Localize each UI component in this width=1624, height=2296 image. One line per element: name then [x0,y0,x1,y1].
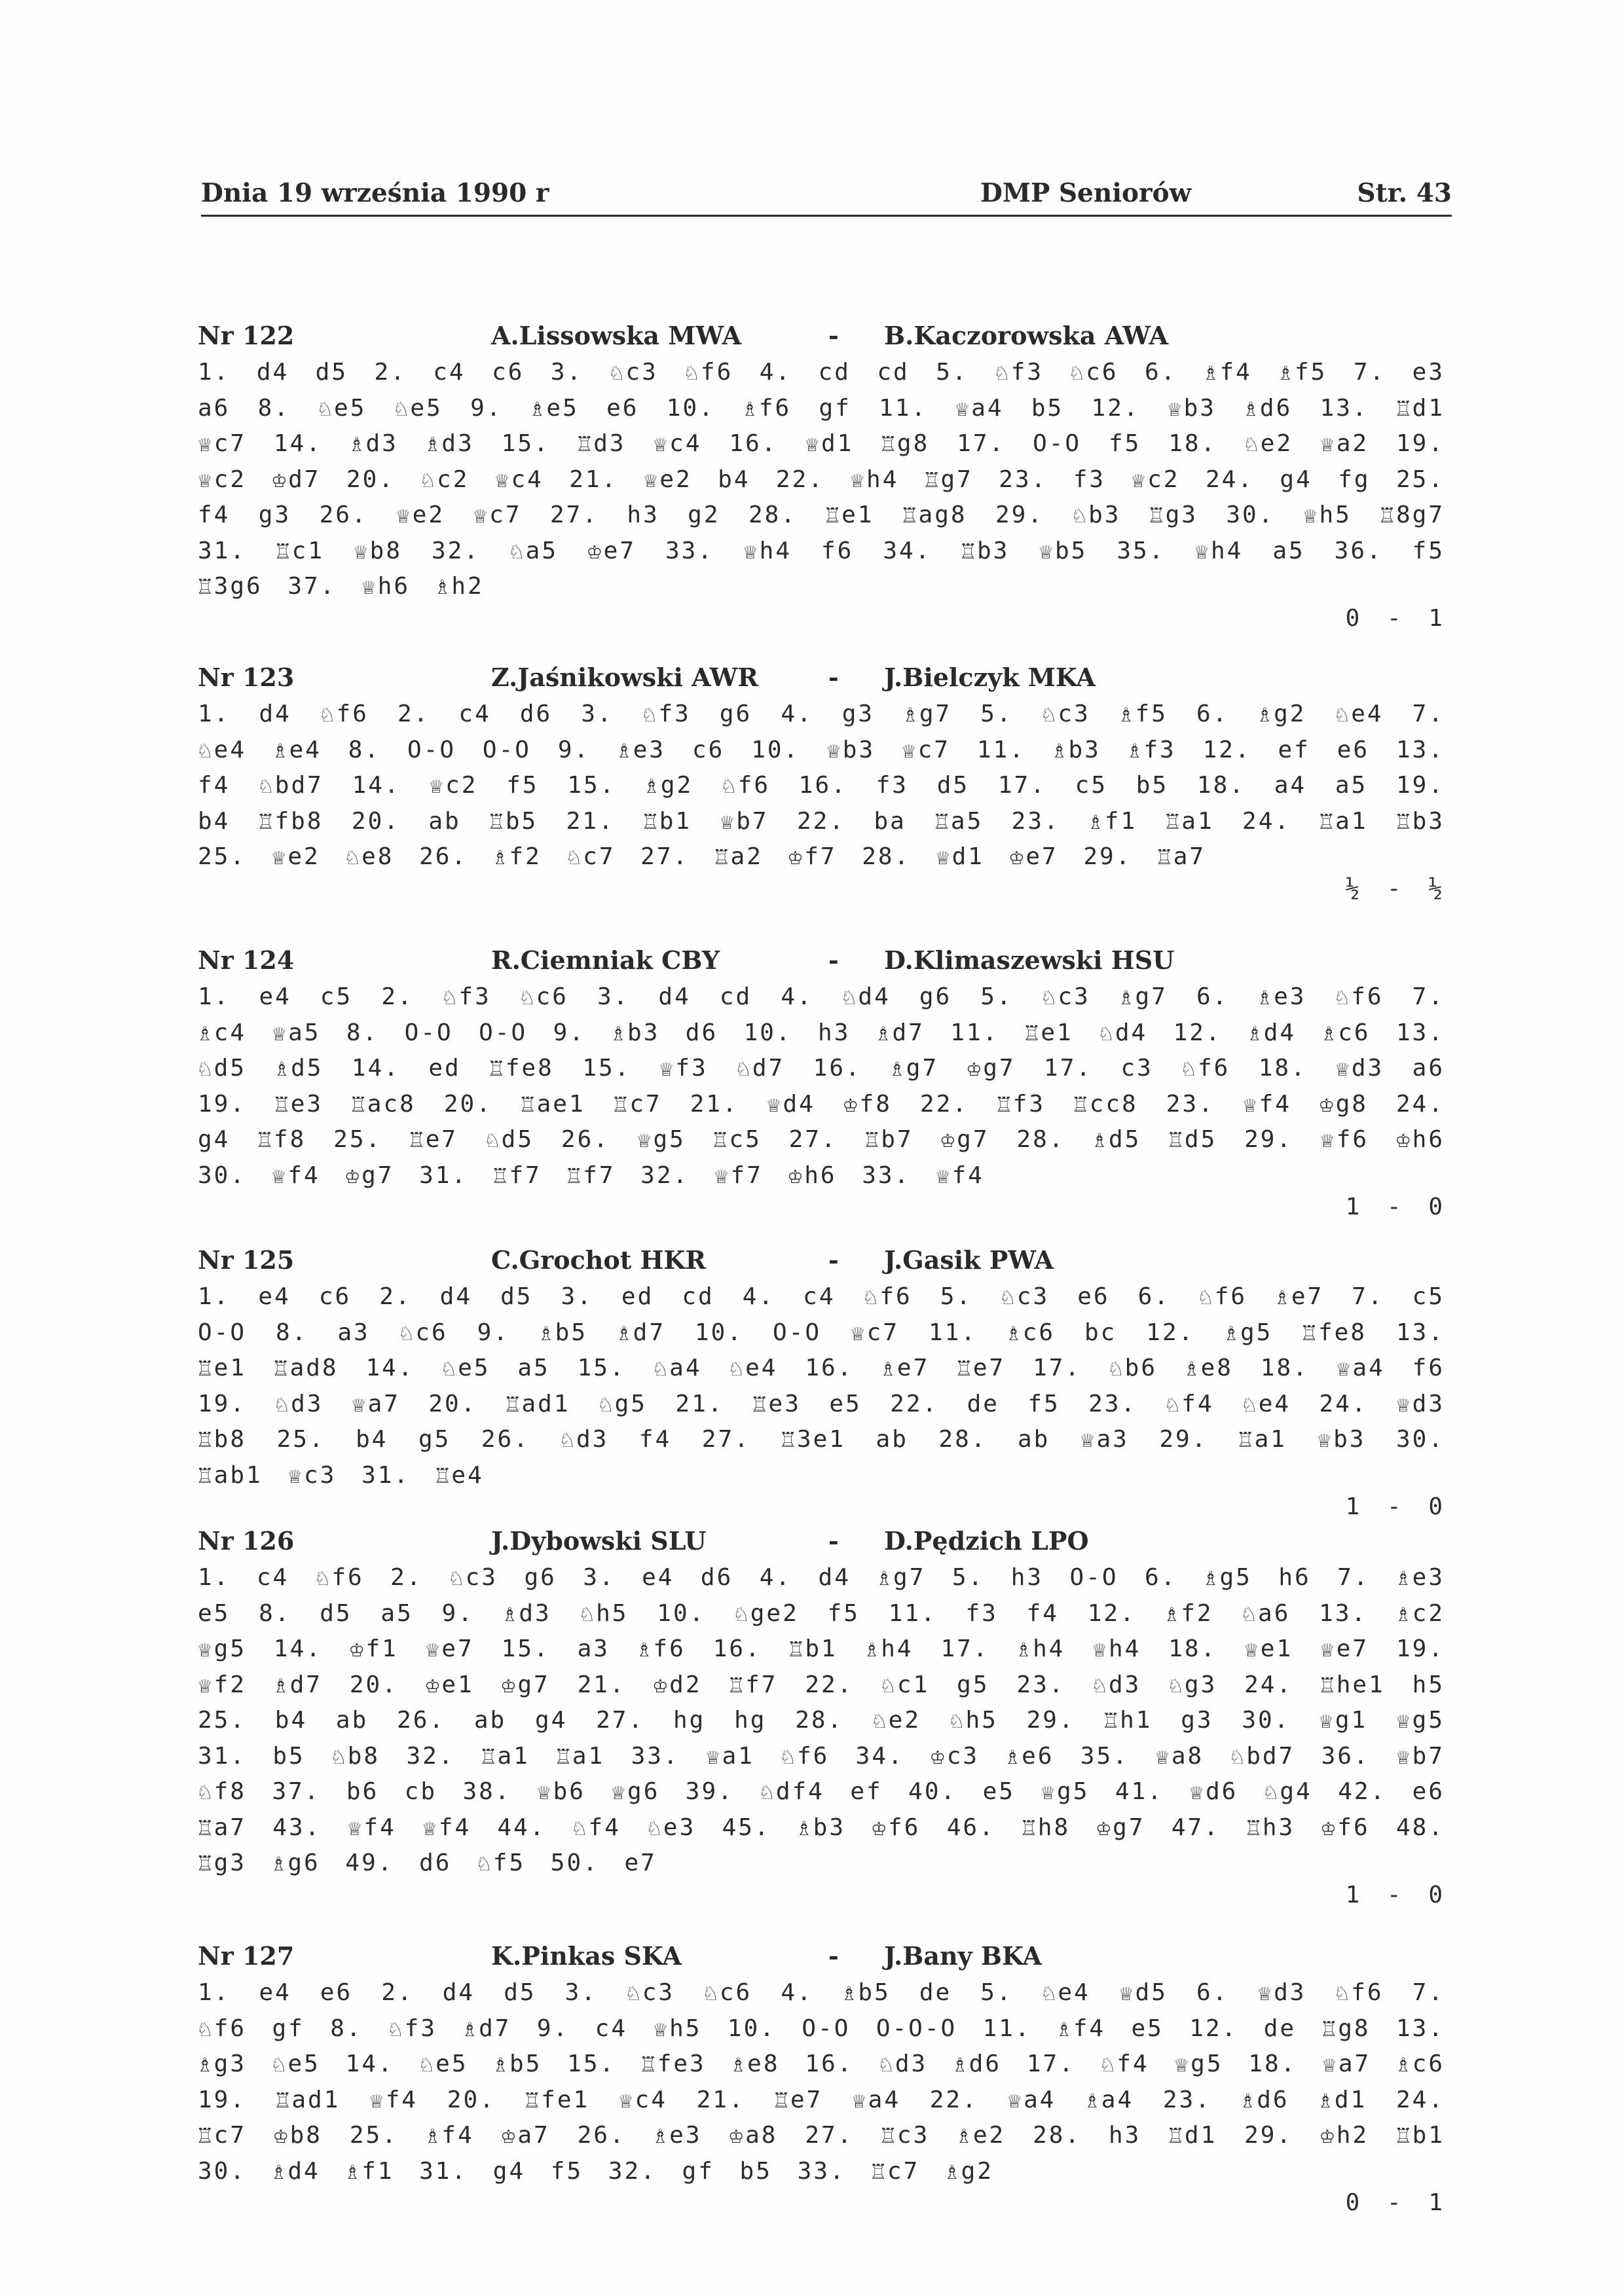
game-result: 1 - 0 [1345,1493,1445,1520]
game-number: Nr 126 [198,1526,295,1556]
game-number: Nr 122 [198,321,295,350]
game-number: Nr 125 [198,1245,295,1275]
players-separator: - [828,1941,839,1971]
white-player: A.Lissowska MWA [491,321,742,350]
game-heading [190,1245,1460,1279]
game-heading [190,1526,1460,1560]
game-number: Nr 127 [198,1941,295,1971]
game-result: 1 - 0 [1345,1881,1445,1908]
players-separator: - [828,945,839,975]
white-player: J.Dybowski SLU [491,1526,707,1556]
white-player: C.Grochot HKR [491,1245,707,1275]
game-moves: 1. e4 c5 2. ♘f3 ♘c6 3. d4 cd 4. ♘d4 g6 5. ♘c3 ♗g7 6. ♗e3 ♘f6 7. ♗c4 ♕a5 8. O-O O-O 9. ♗b3 d6 10. h3 ♗d7 11. ♖e1 ♘d4 12. ♗d4 ♗c6 13. ♘d5 ♗d5 14. ed ♖fe8 15. ♕f3 ♘d7 16. ♗g7 ♔g7 17. c3 ♘f6 18. ♕d3 a6 19. ♖e3 ♖ac8 20. ♖ae1 ♖c7 21. ♕d4 ♔f8 22. ♖f3 ♖cc8 23. ♕f4 ♔g8 24. g4 ♖f8 25. ♖e7 ♘d5 26. ♕g5 ♖c5 27. ♖b7 ♔g7 28. ♗d5 ♖d5 29. ♕f6 ♔h6 30. ♕f4 ♔g7 31. ♖f7 ♖f7 32. ♕f7 ♔h6 33. ♕f4 [198,983,1445,1189]
game-number: Nr 123 [198,663,295,692]
game-result: 1 - 0 [1345,1194,1445,1220]
game-record [190,945,1460,1220]
game-result: ½ - ½ [1345,875,1445,902]
game-number: Nr 124 [198,945,295,975]
game-result: 0 - 1 [1345,2189,1445,2216]
game-heading [190,1941,1460,1975]
black-player: D.Klimaszewski HSU [884,945,1175,975]
game-record [190,321,1460,632]
white-player: Z.Jaśnikowski AWR [491,663,758,692]
game-moves: 1. d4 d5 2. c4 c6 3. ♘c3 ♘f6 4. cd cd 5. ♘f3 ♘c6 6. ♗f4 ♗f5 7. e3 a6 8. ♘e5 ♘e5 9. ♗e5 e6 10. ♗f6 gf 11. ♕a4 b5 12. ♕b3 ♗d6 13. ♖d1 ♕c7 14. ♗d3 ♗d3 15. ♖d3 ♕c4 16. ♕d1 ♖g8 17. O-O f5 18. ♘e2 ♕a2 19. ♕c2 ♔d7 20. ♘c2 ♕c4 21. ♕e2 b4 22. ♕h4 ♖g7 23. f3 ♕c2 24. g4 fg 25. f4 g3 26. ♕e2 ♕c7 27. h3 g2 28. ♖e1 ♖ag8 29. ♘b3 ♖g3 30. ♕h5 ♖8g7 31. ♖c1 ♕b8 32. ♘a5 ♔e7 33. ♕h4 f6 34. ♖b3 ♕b5 35. ♕h4 a5 36. f5 ♖3g6 37. ♕h6 ♗h2 [198,359,1445,600]
black-player: B.Kaczorowska AWA [884,321,1169,350]
header-event: DMP Seniorów [980,178,1192,208]
game-record [190,1941,1460,2216]
game-heading [190,945,1460,979]
black-player: D.Pędzich LPO [884,1526,1089,1556]
game-record [190,663,1460,902]
game-moves: 1. e4 c6 2. d4 d5 3. ed cd 4. c4 ♘f6 5. ♘c3 e6 6. ♘f6 ♗e7 7. c5 O-O 8. a3 ♘c6 9. ♗b5 ♗d7 10. O-O ♕c7 11. ♗c6 bc 12. ♗g5 ♖fe8 13. ♖e1 ♖ad8 14. ♘e5 a5 15. ♘a4 ♘e4 16. ♗e7 ♖e7 17. ♘b6 ♗e8 18. ♕a4 f6 19. ♘d3 ♕a7 20. ♖ad1 ♘g5 21. ♖e3 e5 22. de f5 23. ♘f4 ♘e4 24. ♕d3 ♖b8 25. b4 g5 26. ♘d3 f4 27. ♖3e1 ab 28. ab ♕a3 29. ♖a1 ♕b3 30. ♖ab1 ♕c3 31. ♖e4 [198,1283,1445,1489]
black-player: J.Gasik PWA [884,1245,1054,1275]
header-page-number: Str. 43 [1357,178,1452,208]
game-record [190,1526,1460,1908]
white-player: R.Ciemniak CBY [491,945,720,975]
game-moves: 1. d4 ♘f6 2. c4 d6 3. ♘f3 g6 4. g3 ♗g7 5. ♘c3 ♗f5 6. ♗g2 ♘e4 7. ♘e4 ♗e4 8. O-O O-O 9. ♗e3 c6 10. ♕b3 ♕c7 11. ♗b3 ♗f3 12. ef e6 13. f4 ♘bd7 14. ♕c2 f5 15. ♗g2 ♘f6 16. f3 d5 17. c5 b5 18. a4 a5 19. b4 ♖fb8 20. ab ♖b5 21. ♖b1 ♕b7 22. ba ♖a5 23. ♗f1 ♖a1 24. ♖a1 ♖b3 25. ♕e2 ♘e8 26. ♗f2 ♘c7 27. ♖a2 ♔f7 28. ♕d1 ♔e7 29. ♖a7 [198,701,1445,870]
header-date: Dnia 19 września 1990 r [201,178,549,208]
players-separator: - [828,321,839,350]
page-header [201,178,1452,217]
game-heading [190,321,1460,355]
black-player: J.Bielczyk MKA [884,663,1096,692]
game-record [190,1245,1460,1520]
players-separator: - [828,1245,839,1275]
black-player: J.Bany BKA [884,1941,1043,1971]
game-heading [190,663,1460,697]
game-moves: 1. c4 ♘f6 2. ♘c3 g6 3. e4 d6 4. d4 ♗g7 5. h3 O-O 6. ♗g5 h6 7. ♗e3 e5 8. d5 a5 9. ♗d3 ♘h5 10. ♘ge2 f5 11. f3 f4 12. ♗f2 ♘a6 13. ♗c2 ♕g5 14. ♔f1 ♕e7 15. a3 ♗f6 16. ♖b1 ♗h4 17. ♗h4 ♕h4 18. ♕e1 ♕e7 19. ♕f2 ♗d7 20. ♔e1 ♔g7 21. ♔d2 ♖f7 22. ♘c1 g5 23. ♘d3 ♘g3 24. ♖he1 h5 25. b4 ab 26. ab g4 27. hg hg 28. ♘e2 ♘h5 29. ♖h1 g3 30. ♕g1 ♕g5 31. b5 ♘b8 32. ♖a1 ♖a1 33. ♕a1 ♘f6 34. ♔c3 ♗e6 35. ♕a8 ♘bd7 36. ♕b7 ♘f8 37. b6 cb 38. ♕b6 ♕g6 39. ♘df4 ef 40. e5 ♕g5 41. ♕d6 ♘g4 42. e6 ♖a7 43. ♕f4 ♕f4 44. ♘f4 ♘e3 45. ♗b3 ♔f6 46. ♖h8 ♔g7 47. ♖h3 ♔f6 48. ♖g3 ♗g6 49. d6 ♘f5 50. e7 [198,1564,1445,1876]
white-player: K.Pinkas SKA [491,1941,682,1971]
players-separator: - [828,663,839,692]
game-moves: 1. e4 e6 2. d4 d5 3. ♘c3 ♘c6 4. ♗b5 de 5. ♘e4 ♕d5 6. ♕d3 ♘f6 7. ♘f6 gf 8. ♘f3 ♗d7 9. c4 ♕h5 10. O-O O-O-O 11. ♗f4 e5 12. de ♖g8 13. ♗g3 ♘e5 14. ♘e5 ♗b5 15. ♖fe3 ♗e8 16. ♘d3 ♗d6 17. ♘f4 ♕g5 18. ♕a7 ♗c6 19. ♖ad1 ♕f4 20. ♖fe1 ♕c4 21. ♖e7 ♕a4 22. ♕a4 ♗a4 23. ♗d6 ♗d1 24. ♖c7 ♔b8 25. ♗f4 ♔a7 26. ♗e3 ♔a8 27. ♖c3 ♗e2 28. h3 ♖d1 29. ♔h2 ♖b1 30. ♗d4 ♗f1 31. g4 f5 32. gf b5 33. ♖c7 ♗g2 [198,1979,1445,2185]
game-result: 0 - 1 [1345,604,1445,632]
players-separator: - [828,1526,839,1556]
